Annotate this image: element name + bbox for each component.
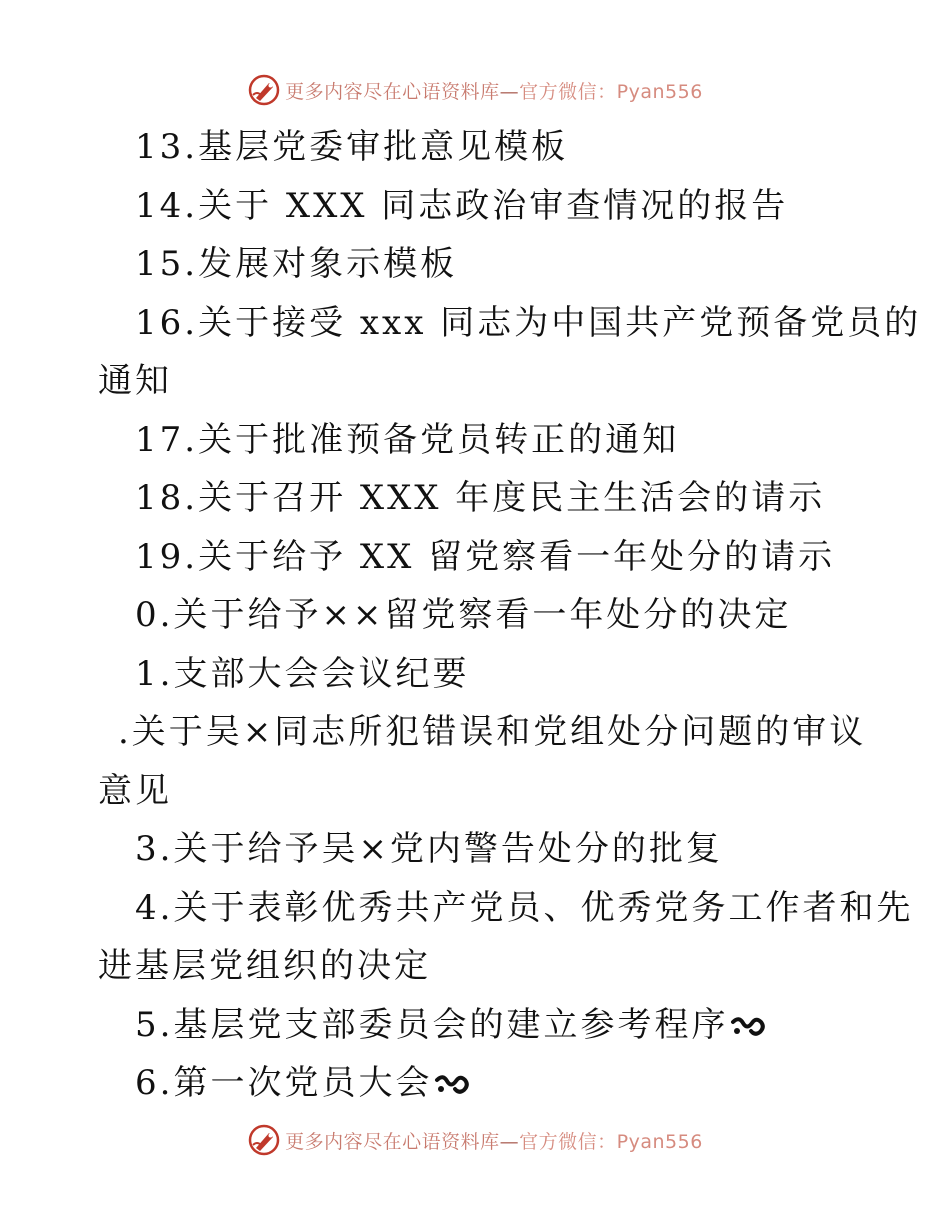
list-item-text: 6.第一次党员大会 (135, 1063, 433, 1103)
list-item: 16.关于接受 xxx 同志为中国共产党预备党员的 (135, 302, 922, 343)
squiggle-ornament-icon (434, 1072, 470, 1098)
watermark-header (0, 70, 950, 110)
pen-nib-logo-icon (247, 1123, 281, 1157)
list-item-continuation: 意见 (98, 770, 172, 811)
watermark-text: 更多内容尽在心语资料库—官方微信：Pyan556 (285, 80, 703, 103)
list-item: 17.关于批准预备党员转正的通知 (135, 419, 680, 460)
list-item: 18.关于召开 XXX 年度民主生活会的请示 (135, 478, 826, 518)
list-item-continuation: 进基层党组织的决定 (98, 946, 431, 986)
list-item: 14.关于 XXX 同志政治审查情况的报告 (135, 185, 789, 226)
list-item: 1.支部大会会议纪要 (135, 653, 470, 694)
watermark-footer (0, 1120, 950, 1160)
list-item: .关于吴×同志所犯错误和党组处分问题的审议 (118, 712, 867, 752)
list-item: 13.基层党委审批意见模板 (135, 127, 569, 167)
list-item: 0.关于给予××留党察看一年处分的决定 (135, 595, 792, 635)
list-item: 15.发展对象示模板 (135, 244, 458, 284)
list-item: 19.关于给予 XX 留党察看一年处分的请示 (135, 536, 836, 577)
list-item: 3.关于给予吴×党内警告处分的批复 (135, 829, 723, 869)
list-item: 4.关于表彰优秀共产党员、优秀党务工作者和先 (135, 887, 914, 928)
watermark-text: 更多内容尽在心语资料库—官方微信：Pyan556 (285, 1130, 703, 1153)
list-item (0, 996, 950, 1055)
document-body (0, 118, 950, 1113)
squiggle-ornament-icon (730, 1014, 766, 1040)
list-item-text: 5.基层党支部委员会的建立参考程序 (135, 1004, 729, 1045)
list-item (0, 1054, 950, 1113)
pen-nib-logo-icon (247, 73, 281, 107)
list-item-continuation: 通知 (98, 361, 172, 401)
